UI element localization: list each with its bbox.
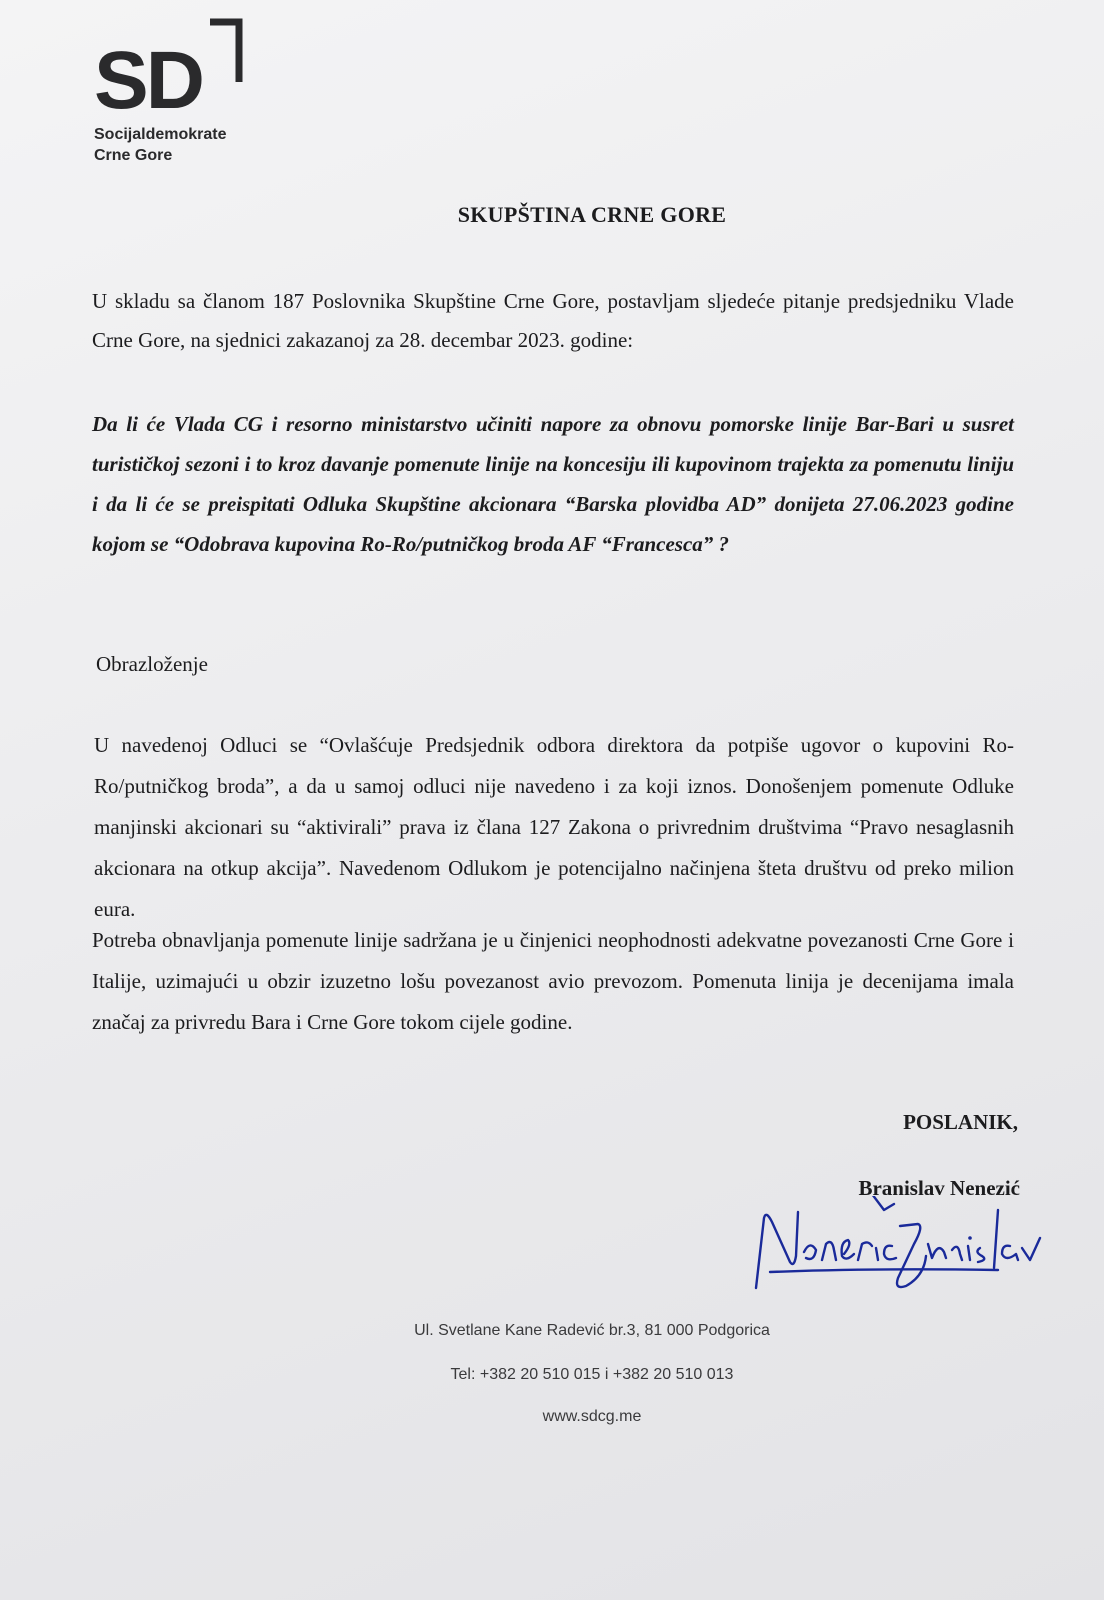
logo-text-line-1: Socijaldemokrate — [94, 126, 227, 143]
footer-address: Ul. Svetlane Kane Radević br.3, 81 000 Podgorica — [414, 1322, 770, 1339]
body-paragraph-2: Potreba obnavljanja pomenute linije sadržana je u činjenici neophodnosti adekvatne povezanosti Crne Gore i Italije, uzimajući u obzir izuzetno lošu povezanost avio prevozom. Pomenuta linija je decenijama imala značaj za privredu Bara i Crne Gore tokom cijele godine. — [92, 928, 1014, 1034]
explanation-label: Obrazloženje — [96, 652, 208, 676]
sd-logo-mark — [94, 16, 254, 116]
intro-paragraph: U skladu sa članom 187 Poslovnika Skupštine Crne Gore, postavljam sljedeće pitanje predsjedniku Vlade Crne Gore, na sjednici zakazanoj za 28. decembar 2023. godine: — [92, 289, 1014, 352]
signature-title: POSLANIK, — [903, 1110, 1018, 1134]
signatory-name: Branislav Nenezić — [858, 1176, 1020, 1200]
footer-website[interactable]: www.sdcg.me — [542, 1408, 642, 1425]
footer-phone: Tel: +382 20 510 015 i +382 20 510 013 — [450, 1366, 734, 1383]
svg-text:SD: SD — [94, 35, 202, 116]
party-logo — [94, 16, 254, 166]
handwritten-signature — [748, 1196, 1068, 1306]
body-paragraph-1: U navedenoj Odluci se “Ovlašćuje Predsjednik odbora direktora da potpiše ugovor o kupovini Ro-Ro/putničkog broda”, a da u samoj odluci nije navedeno i za koji iznos. Donošenjem pomenute Odluke manjinski akcionari su “aktivirali” prava iz člana 127 Zakona o privrednim društvima “Pravo nesaglasnih akcionara na otkup akcija”. Navedenom Odlukom je potencijalno načinjena šteta društvu od preko milion eura. — [94, 733, 1014, 921]
question-paragraph: Da li će Vlada CG i resorno ministarstvo učiniti napore za obnovu pomorske linije Bar-Bari u susret turističkoj sezoni i to kroz davanje pomenute linije na koncesiju ili kupovinom trajekta za pomenutu liniju i da li će se preispitati Odluka Skupštine akcionara “Barska plovidba AD” donijeta 27.06.2023 godine kojom se “Odobrava kupovina Ro-Ro/putničkog broda AF “Francesca” ? — [92, 412, 1014, 556]
document-heading: SKUPŠTINA CRNE GORE — [457, 202, 727, 227]
logo-text-line-2: Crne Gore — [94, 147, 173, 164]
